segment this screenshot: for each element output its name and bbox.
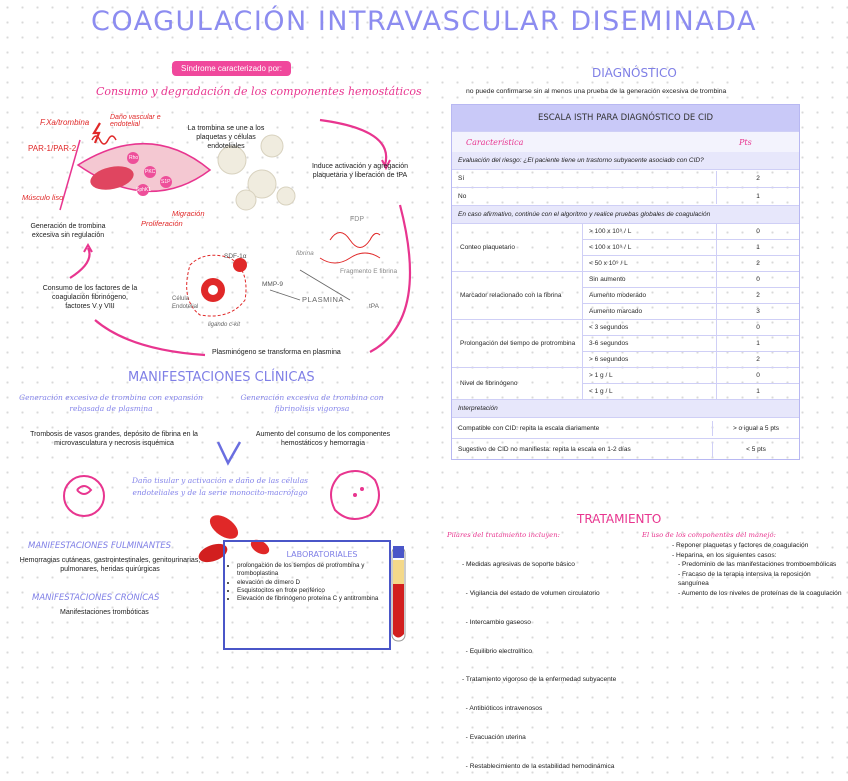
tratamiento-item: - Intercambio gaseoso — [462, 618, 531, 626]
label-sdf: SDF-1α — [224, 253, 247, 260]
diagnostico-intro: no puede confirmarse sin al menos una prueba de la generación excesiva de trombina — [466, 88, 727, 95]
label-par: PAR-1/PAR-2 — [28, 144, 77, 153]
tratamiento-item: - Predominio de las manifestaciones tromboembólicas — [678, 561, 837, 569]
arrow-right-down — [370, 205, 410, 352]
interp-sugestivo: Sugestivo de CID no manifiesta: repita la escala en 1-2 días — [452, 442, 713, 457]
table-row — [452, 438, 799, 459]
afirmativo-text: En caso afirmativo, continúe con el algoritmo y realice pruebas globales de coagulación — [452, 205, 799, 223]
points: 0 — [756, 228, 760, 235]
label-sphk: SphK1 — [136, 187, 152, 193]
criterion: Aumento moderado — [583, 288, 717, 303]
tratamiento-left-list — [462, 541, 648, 781]
criterion: < 100 x 10⁹ / L — [583, 240, 717, 255]
tratamiento-right-list — [672, 541, 842, 599]
points: 1 — [756, 244, 760, 251]
label-proliferacion: Proliferación — [141, 219, 183, 228]
eval-question: Evaluación del riesgo: ¿El paciente tiene un trastorno subyacente asociado con CID? — [452, 152, 799, 169]
tratamiento-item: - Heparina, en los siguientes casos: — [672, 551, 777, 559]
table-row — [452, 169, 799, 187]
group-plaquetas — [452, 223, 799, 271]
points: 2 — [756, 292, 760, 299]
row-si-label: Sí — [452, 171, 717, 186]
points: 0 — [756, 324, 760, 331]
laboratoriales-box — [223, 540, 391, 650]
isth-table — [451, 104, 800, 460]
criterion: 3-6 segundos — [583, 336, 717, 351]
laboratoriales-list — [225, 562, 389, 603]
group-name: Conteo plaquetario — [452, 224, 583, 271]
label-fragmento: Fragmento E fibrina — [340, 268, 398, 275]
row-si-pts: 2 — [756, 175, 760, 182]
interp-compatible-pts: > o igual a 5 pts — [732, 424, 780, 432]
fulminantes-text: Hemorragias cutáneas, gastrointestinales, genitourinarias, pulmonares, heridas quirúrgicas — [19, 557, 201, 573]
arrow-top-right — [320, 120, 386, 165]
text-trombina-une: La trombina se une a los plaquetas y células endoteliales — [187, 125, 265, 150]
row-no-label: No — [452, 189, 717, 204]
tratamiento-item: - Reponer plaquetas y factores de coagulación — [672, 542, 809, 549]
points: 2 — [756, 260, 760, 267]
group-fibrinogeno — [452, 367, 799, 399]
tratamiento-title: TRATAMIENTO — [577, 512, 662, 526]
row-no-pts: 1 — [756, 193, 760, 200]
col-caracteristica: Característica — [466, 137, 524, 147]
criterion: > 6 segundos — [583, 352, 717, 367]
manif-col2-head: Generación excesiva de trombina con fibrinolisis vigorosa — [240, 393, 384, 413]
group-name: Nivel de fibrinógeno — [452, 368, 583, 399]
manif-col1-head: Generación excesiva de trombina con expansión rebasada de plasmina — [19, 393, 203, 413]
label-celula: Célula Endotelial — [172, 296, 199, 310]
text-generacion: Generación de trombina excesiva sin regulación — [30, 223, 106, 239]
criterion: Aumento marcado — [583, 304, 717, 319]
tratamiento-item: - Antibióticos intravenosos — [462, 705, 543, 713]
criterion: > 100 x 10⁹ / L — [583, 224, 717, 239]
arrow-bottom-left — [95, 320, 205, 355]
criterion: < 3 segundos — [583, 320, 717, 335]
label-fibrina: fibrina — [296, 250, 314, 257]
points: 1 — [756, 388, 760, 395]
label-dano: Daño vascular e endotelial — [110, 114, 161, 128]
table-row — [452, 417, 799, 438]
tratamiento-item: - Vigilancia del estado de volumen circulatorio — [462, 589, 600, 597]
points: 3 — [756, 308, 760, 315]
group-name: Marcador relacionado con la fibrina — [452, 272, 583, 319]
label-musculo: Músculo liso — [22, 193, 64, 202]
lab-item: • prolongación de los tiempos de protrombina y tromboplastina — [237, 562, 389, 579]
label-fdp: FDP — [350, 216, 364, 223]
subtitle-consumo: Consumo y degradación de los componentes hemostáticos — [96, 85, 422, 98]
manif-col1-text: Trombosis de vasos grandes, depósito de fibrina en la microvasculatura y necrosis isquémica — [30, 431, 198, 447]
fulminantes-title: MANIFESTACIONES FULMINANTES — [28, 541, 172, 551]
points: 2 — [756, 356, 760, 363]
tratamiento-item: - Fracaso de la terapia intensiva la reposición sanguínea — [678, 570, 811, 588]
diagnostico-title: DIAGNÓSTICO — [592, 66, 677, 80]
text-plasminogeno: Plasminógeno se transforma en plasmina — [212, 349, 341, 356]
tratamiento-item: - Tratamiento vigoroso de la enfermedad subyacente — [462, 676, 617, 684]
interp-sugestivo-pts: < 5 pts — [746, 445, 766, 453]
criterion: < 50 x 10⁹ / L — [583, 256, 717, 271]
points: 0 — [756, 276, 760, 283]
laboratoriales-title: LABORATORIALES — [286, 550, 358, 559]
text-induce: Induce activación y agregación plaquetaria y liberación de tPA — [311, 163, 409, 179]
syndrome-pill: Síndrome caracterizado por: — [172, 61, 291, 76]
lab-item: • Elevación de fibrinógeno proteína C y antitrombina — [237, 595, 389, 603]
criterion: Sin aumento — [583, 272, 717, 287]
tratamiento-item: - Equilibrio electrolítico — [462, 647, 532, 655]
page-title: COAGULACIÓN INTRAVASCULAR DISEMINADA — [91, 6, 757, 37]
table-row — [452, 187, 799, 205]
tratamiento-right-head: El uso de los componentes del manejo: — [642, 531, 776, 539]
cell-icon — [64, 476, 104, 516]
lightning-icon — [94, 123, 100, 143]
interp-compatible: Compatible con CID: repita la escala diariamente — [452, 421, 713, 436]
arrow-left-up — [70, 248, 90, 278]
label-tpa: tPA — [369, 303, 379, 310]
label-s1p: S1P — [161, 179, 171, 185]
label-ligando: ligando c-kit — [208, 322, 241, 328]
interpretacion-label: Interpretación — [452, 399, 799, 417]
tratamiento-item: - Restablecimiento de la estabilidad hemodinámica — [462, 762, 615, 770]
label-migracion: Migración — [172, 209, 205, 218]
label-rho: Rho — [129, 155, 139, 161]
label-plasmina: PLASMINA — [302, 295, 344, 304]
table-header-row — [452, 131, 799, 152]
points: 1 — [756, 340, 760, 347]
text-consumo: Consumo de los factores de la coagulación fibrinógeno, factores V y VIII — [42, 285, 138, 310]
points: 0 — [756, 372, 760, 379]
group-protrombina — [452, 319, 799, 367]
tratamiento-left-head: Pilares del tratamiento incluyen: — [447, 531, 560, 539]
tratamiento-item: - Aumento de los niveles de proteínas de la coagulación — [678, 589, 842, 597]
group-name: Prolongación del tiempo de protrombina — [452, 320, 583, 367]
col-pts: Pts — [739, 137, 752, 147]
manif-col2-text: Aumento del consumo de los componentes hemostáticos y hemorragia — [255, 431, 391, 447]
group-fibrina — [452, 271, 799, 319]
dano-celular-text: Daño tisular y activación e daño de las células endoteliales y de la serie monocito-macrófago — [131, 476, 309, 497]
criterion: < 1 g / L — [583, 384, 717, 399]
tratamiento-item: - Medidas agresivas de soporte básico — [462, 561, 575, 569]
arrow-down-blue — [218, 442, 240, 463]
lab-item: • elevación de dímero D — [237, 579, 389, 587]
table-title: ESCALA ISTH PARA DIAGNÓSTICO DE CID — [452, 105, 799, 131]
cronicas-title: MANIFESTACIONES CRÓNICAS — [32, 593, 160, 603]
lab-item: • Esquistocitos en frote periférico — [237, 587, 389, 595]
tratamiento-item: - Evacuación uterina — [462, 733, 526, 741]
label-pkc: PKC — [145, 169, 156, 175]
cronicas-text: Manifestaciones trombóticas — [60, 609, 149, 616]
label-mmp: MMP-9 — [262, 281, 283, 288]
criterion: > 1 g / L — [583, 368, 717, 383]
label-fxa: F.Xa/trombina — [40, 118, 90, 127]
manifestaciones-title: MANIFESTACIONES CLÍNICAS — [128, 370, 315, 385]
